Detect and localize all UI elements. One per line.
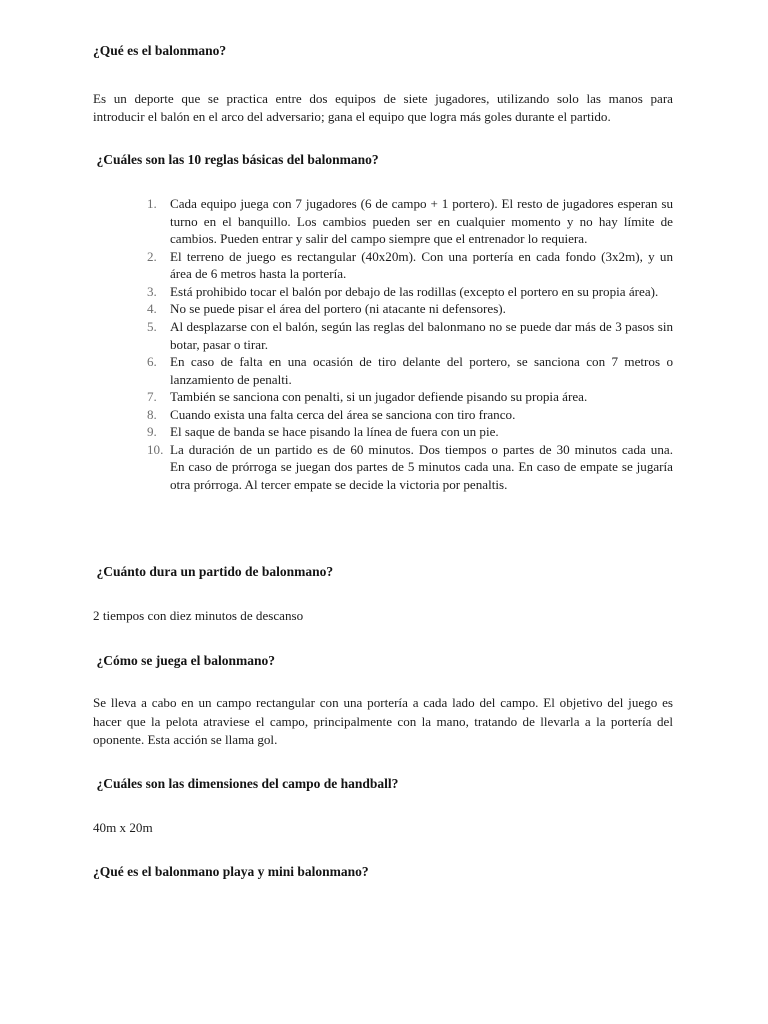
rule-text-line: cambios. Pueden entrar y salir del campo siempre que el entrenador lo requiera. [170, 231, 588, 247]
rule-item [147, 388, 673, 406]
rule-item [147, 195, 673, 248]
rule-text-line: También se sanciona con penalti, si un jugador defiende pisando su propia área. [170, 389, 588, 405]
rule-number: 2. [147, 248, 157, 264]
section-heading: ¿Cuáles son las 10 reglas básicas del balonmano? [96, 152, 379, 167]
rule-number: 1. [147, 196, 157, 211]
rule-text-line: En caso de falta en una ocasión de tiro delante del portero, se sanciona con 7 metros o [170, 354, 673, 370]
paragraph-line: Se lleva a cabo en un campo rectangular con una portería a cada lado del campo. El objetivo del juego es [93, 695, 673, 710]
rule-item [147, 283, 673, 301]
rule-text-line: La duración de un partido es de 60 minutos. Dos tiempos o partes de 30 minutos cada una. [170, 441, 673, 457]
rule-number: 7. [147, 389, 157, 405]
rule-item [147, 248, 673, 283]
answer-paragraph [93, 607, 673, 625]
rule-text-line: turno en el banquillo. Los cambios pueden ser en cualquier momento y no hay límite de [170, 213, 673, 229]
rules-list [147, 195, 673, 494]
rule-number: 5. [147, 318, 157, 334]
rule-text-line: Está prohibido tocar el balón por debajo de las rodillas (excepto el portero en su propia área). [170, 283, 659, 299]
rule-item [147, 441, 673, 494]
paragraph-line: oponente. Esta acción se llama gol. [93, 732, 278, 747]
rule-text-line: Al desplazarse con el balón, según las reglas del balonmano no se puede dar más de 3 pasos sin [170, 318, 673, 334]
section-heading: ¿Cómo se juega el balonmano? [96, 653, 275, 668]
rule-item [147, 423, 673, 441]
rule-text-line: El saque de banda se hace pisando la línea de fuera con un pie. [170, 424, 499, 440]
rule-item [147, 353, 673, 388]
rule-number: 6. [147, 354, 157, 370]
rule-number: 3. [147, 283, 157, 299]
paragraph-line: 40m x 20m [93, 820, 153, 835]
section-heading: ¿Qué es el balonmano? [93, 43, 227, 58]
rule-text-line: No se puede pisar el área del portero (ni atacante ni defensores). [170, 301, 506, 317]
rule-text-line: área de 6 metros hasta la portería. [170, 266, 347, 282]
section-heading: ¿Cuáles son las dimensiones del campo de handball? [96, 776, 399, 791]
rule-text-line: otra prórroga. Al tercer empate se decide la victoria por penaltis. [170, 477, 508, 492]
rule-text-line: Cuando exista una falta cerca del área se sanciona con tiro franco. [170, 406, 516, 422]
paragraph-line: Es un deporte que se practica entre dos equipos de siete jugadores, utilizando solo las manos para [93, 91, 673, 106]
rule-item [147, 300, 673, 318]
section-heading: ¿Qué es el balonmano playa y mini balonmano? [93, 864, 369, 879]
rule-item [147, 406, 673, 424]
answer-paragraph [93, 90, 673, 126]
rule-text-line: El terreno de juego es rectangular (40x20m). Con una portería en cada fondo (3x2m), y un [170, 248, 673, 264]
answer-paragraph [93, 694, 673, 750]
rule-text-line: botar, pasar o tirar. [170, 336, 269, 352]
rule-text-line: Cada equipo juega con 7 jugadores (6 de campo + 1 portero). El resto de jugadores esperan su [170, 196, 673, 211]
rule-item [147, 318, 673, 353]
rule-number: 8. [147, 406, 157, 422]
rule-number: 9. [147, 424, 157, 440]
rule-text-line: En caso de prórroga se juegan dos partes de 5 minutos cada una. En caso de empate se jugaría [170, 459, 673, 475]
rule-text-line: lanzamiento de penalti. [170, 371, 292, 387]
rule-number: 4. [147, 301, 157, 317]
paragraph-line: 2 tiempos con diez minutos de descanso [93, 608, 304, 623]
answer-paragraph [93, 819, 673, 837]
rule-number: 10. [147, 441, 164, 457]
paragraph-line: hacer que la pelota atraviese el campo, principalmente con la mano, tratando de llevarla a la portería del [93, 713, 673, 729]
paragraph-line: introducir el balón en el arco del adversario; gana el equipo que logra más goles durante el partido. [93, 109, 611, 124]
section-heading: ¿Cuánto dura un partido de balonmano? [96, 564, 334, 579]
